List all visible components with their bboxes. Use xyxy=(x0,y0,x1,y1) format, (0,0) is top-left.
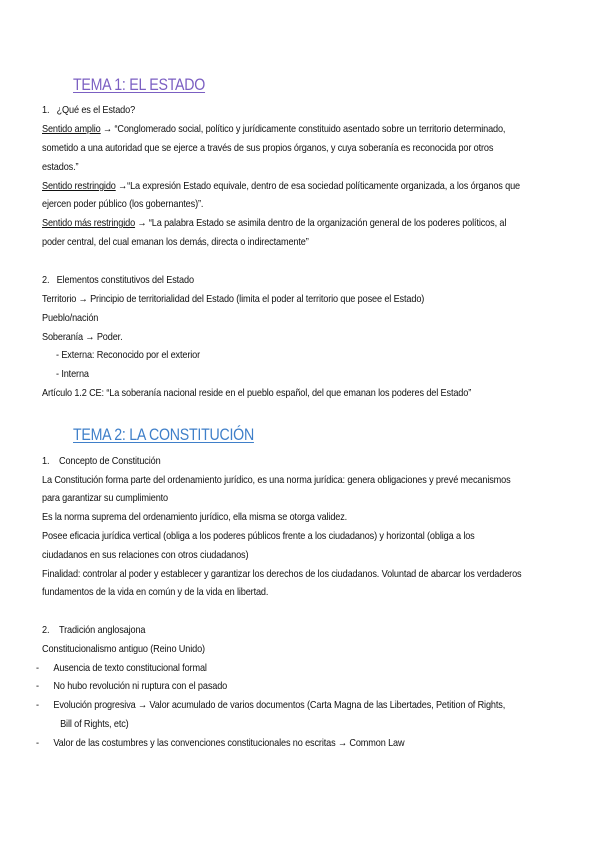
sentido-mas-restringido-line1 xyxy=(42,217,506,230)
concepto-line2: para garantizar su cumplimiento xyxy=(42,493,169,504)
soberania-externa: - Externa: Reconocido por el exterior xyxy=(56,350,201,361)
sentido-restringido-line1 xyxy=(42,180,520,193)
tema2-title: TEMA 2: LA CONSTITUCIÓN xyxy=(73,426,254,444)
sentido-amplio-line3: estados.” xyxy=(42,162,79,173)
pueblo-line: Pueblo/nación xyxy=(42,313,99,324)
soberania-line: Soberanía → Poder. xyxy=(42,332,123,343)
concepto-line3: Es la norma suprema del ordenamiento jurídico, ella misma se otorga validez. xyxy=(42,512,348,523)
list-item: - Evolución progresiva → Valor acumulado de varios documentos (Carta Magna de las Libertades, Petition of Rights, xyxy=(36,700,506,711)
sentido-restringido-text: →“La expresión Estado equivale, dentro de esa sociedad políticamente organizada, a los órganos que xyxy=(115,181,521,192)
articulo-line: Artículo 1.2 CE: “La soberanía nacional reside en el pueblo español, del que emanan los poderes del Estado” xyxy=(42,388,472,399)
sentido-amplio-line1 xyxy=(42,123,505,136)
tema2-question-2: 2. Tradición anglosajona xyxy=(42,625,146,636)
concepto-line1: La Constitución forma parte del ordenamiento jurídico, es una norma jurídica: genera obligaciones y prevé mecanismos xyxy=(42,475,511,486)
sentido-mas-restringido-line2: poder central, del cual emanan los demás, directa o indirectamente” xyxy=(42,237,309,248)
concepto-line5: ciudadanos en sus relaciones con otros ciudadanos) xyxy=(42,550,249,561)
concepto-line7: fundamentos de la vida en común y de la vida en libertad. xyxy=(42,587,269,598)
tema1-title: TEMA 1: EL ESTADO xyxy=(73,76,206,94)
list-item: - No hubo revolución ni ruptura con el pasado xyxy=(36,681,228,692)
sentido-mas-restringido-label: Sentido más restringido xyxy=(42,218,136,229)
soberania-interna: - Interna xyxy=(56,369,89,380)
territorio-line: Territorio → Principio de territorialidad del Estado (limita el poder al territorio que posee el Estado) xyxy=(42,294,425,305)
concepto-line6: Finalidad: controlar al poder y establecer y garantizar los derechos de los ciudadanos. Voluntad de abarcar los verdaderos xyxy=(42,569,522,580)
tema1-question-2: 2. Elementos constitutivos del Estado xyxy=(42,275,194,286)
sentido-amplio-line2: sometido a una autoridad que se ejerce a través de sus propios órganos, y cuya soberanía es reconocida por otros xyxy=(42,143,494,154)
list-item-continuation: Bill of Rights, etc) xyxy=(36,719,129,730)
sentido-amplio-text: → “Conglomerado social, político y jurídicamente constituido asentado sobre un territorio determinado, xyxy=(100,124,506,135)
tema2-question-1: 1. Concepto de Constitución xyxy=(42,456,161,467)
list-item: - Valor de las costumbres y las convenciones constitucionales no escritas → Common Law xyxy=(36,738,405,749)
sentido-restringido-label: Sentido restringido xyxy=(42,181,116,192)
concepto-line4: Posee eficacia jurídica vertical (obliga a los poderes públicos frente a los ciudadanos) y horizontal (obliga a los xyxy=(42,531,475,542)
list-item: - Ausencia de texto constitucional formal xyxy=(36,663,207,674)
constitucionalismo-antiguo: Constitucionalismo antiguo (Reino Unido) xyxy=(42,644,205,655)
sentido-restringido-line2: ejercen poder público (los gobernantes)”. xyxy=(42,199,204,210)
sentido-mas-restringido-text: → “La palabra Estado se asimila dentro de la organización general de los poderes políticos, al xyxy=(135,218,507,229)
tema1-question-1: 1. ¿Qué es el Estado? xyxy=(42,105,136,116)
sentido-amplio-label: Sentido amplio xyxy=(42,124,101,135)
